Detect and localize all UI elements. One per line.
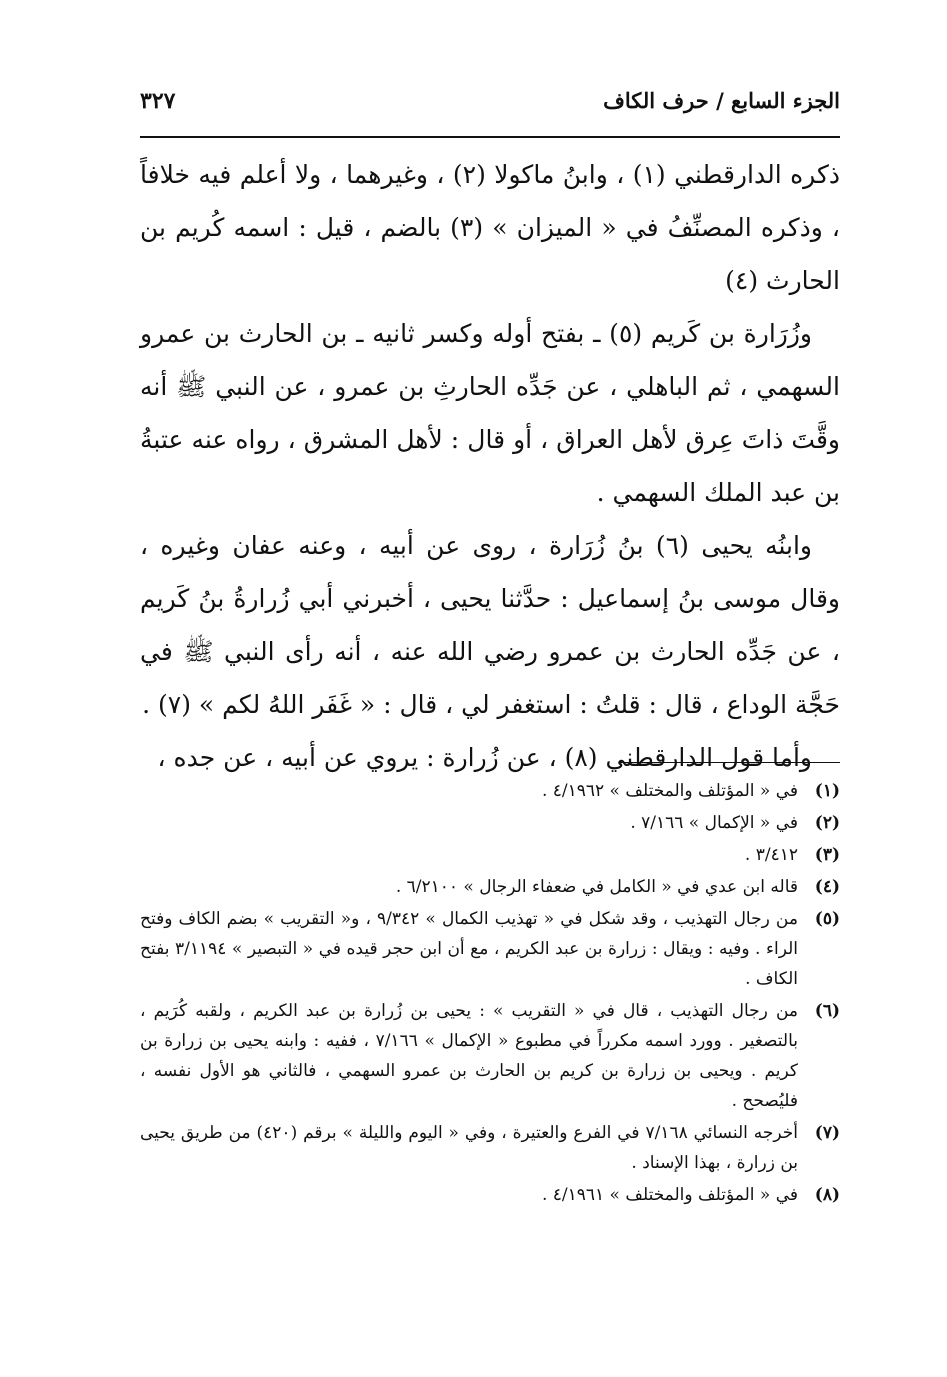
footnote-text: ٣/٤١٢ . (744, 845, 798, 865)
running-header (140, 88, 840, 128)
footnote (140, 1118, 840, 1178)
footnote-number: (٧) (814, 1123, 840, 1143)
footnote (140, 840, 840, 870)
footnote-number: (٤) (814, 877, 840, 897)
footnote (140, 808, 840, 838)
paragraph: وأما قول الدارقطني (٨) ، عن زُرارة : يروي عن أبيه ، عن جده ، (157, 743, 812, 772)
footnote-text: قاله ابن عدي في « الكامل في ضعفاء الرجال » ٦/٢١٠٠ . (395, 877, 798, 897)
footnotes (140, 776, 840, 1212)
footnote-text: في « المؤتلف والمختلف » ٤/١٩٦١ . (541, 1185, 798, 1205)
footnote (140, 904, 840, 994)
footnote-text: في « المؤتلف والمختلف » ٤/١٩٦٢ . (541, 781, 798, 801)
footnote-text: من رجال التهذيب ، وقد شكل في « تهذيب الكمال » ٩/٣٤٢ ، و« التقريب » بضم الكاف وفتح الراء . وفيه : ويقال : زرارة بن عبد الكريم ، مع أن ابن حجر قيده في « التبصير » ٣/١١٩٤ بفتح الكاف . (140, 909, 798, 989)
footnote-number: (٦) (814, 1001, 840, 1021)
footnote-text: أخرجه النسائي ٧/١٦٨ في الفرع والعتيرة ، وفي « اليوم والليلة » برقم (٤٢٠) من طريق يحيى بن زرارة ، بهذا الإسناد . (140, 1123, 799, 1173)
paragraph: وابنُه يحيى (٦) بنُ زُرَارة ، روى عن أبيه ، وعنه عفان وغيره ، وقال موسى بنُ إسماعيل : حدَّثنا يحيى ، أخبرني أبي زُرارةُ بنُ كَريم ، عن جَدِّه الحارث بن عمرو رضي الله عنه ، أنه رأى النبي ﷺ في حَجَّة الوداع ، قال : قلتُ : استغفر لي ، قال : « غَفَر اللهُ لكم » (٧) . (140, 531, 840, 719)
footnote (140, 996, 840, 1116)
paragraph: ذكره الدارقطني (١) ، وابنُ ماكولا (٢) ، وغيرهما ، ولا أعلم فيه خلافاً ، وذكره المصنِّفُ في « الميزان » (٣) بالضم ، قيل : اسمه كُريم بن الحارث (٤) (140, 160, 841, 295)
footnote (140, 872, 840, 902)
header-rule (140, 136, 840, 138)
footnote (140, 776, 840, 806)
footnote-number: (٢) (814, 813, 840, 833)
footnote-text: من رجال التهذيب ، قال في « التقريب » : يحيى بن زُرارة بن عبد الكريم ، ولقبه كُرَيم ، بالتصغير . وورد اسمه مكرراً في مطبوع « الإكمال » ٧/١٦٦ ، ففيه : وابنه يحيى بن زرارة بن كريم . ويحيى بن زرارة بن كريم بن الحارث بن عمرو السهمي ، فالثاني هو الأول نفسه ، فليُصحح . (140, 1001, 798, 1111)
footnote-number: (٣) (814, 845, 840, 865)
footnote-text: في « الإكمال » ٧/١٦٦ . (630, 813, 798, 833)
footnote (140, 1180, 840, 1210)
main-text (140, 148, 840, 784)
footnote-number: (٥) (814, 909, 840, 929)
footnote-number: (٨) (814, 1185, 840, 1205)
footnote-separator (620, 762, 840, 763)
footnote-number: (١) (814, 781, 840, 801)
paragraph: وزُرَارة بن كَريم (٥) ـ بفتح أوله وكسر ثانيه ـ بن الحارث بن عمرو السهمي ، ثم الباهلي ، عن جَدِّه الحارثِ بن عمرو ، عن النبي ﷺ أنه وقَّتَ ذاتَ عِرق لأهل العراق ، أو قال : لأهل المشرق ، رواه عنه عتبةُ بن عبد الملك السهمي . (140, 319, 840, 507)
running-title: الجزء السابع / حرف الكاف (603, 88, 840, 113)
page-number: ٣٢٧ (140, 88, 176, 114)
